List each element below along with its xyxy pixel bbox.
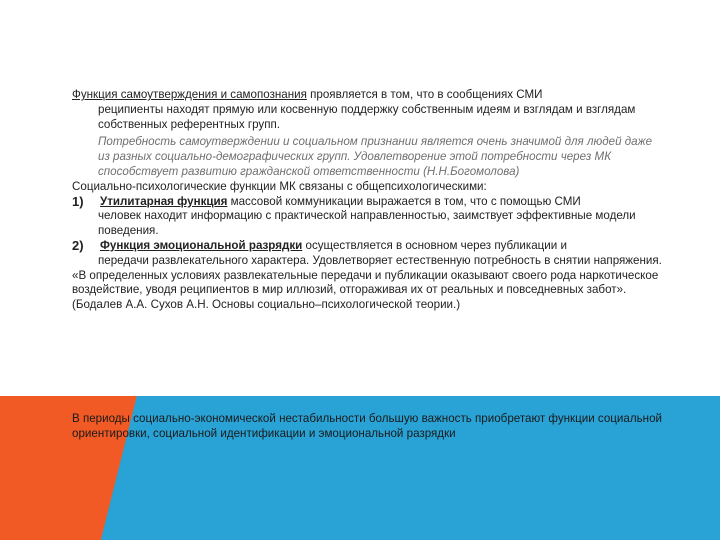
main-text [72, 88, 662, 313]
list-item-utilitarian-cont: человек находит информацию с практической направленностью, заимствует эффективные модели поведения. [98, 209, 636, 238]
term-utilitarian: Утилитарная функция [100, 194, 228, 208]
paragraph-self-affirmation-cont: реципиенты находят прямую или косвенную поддержку собственным идеям и взглядам и взглядам собственных референтных групп. [98, 102, 636, 131]
note-self-affirmation: Потребность самоутверждении и социальном признании является очень значимой для людей даже из разных социально-демографических групп. Удовлетворение этой потребности через МК способствует развитию гражданской ответственности (Н.Н.Богомолова) [98, 135, 653, 178]
list-number: 2) [72, 237, 84, 253]
list-item-emotional-cont: передачи развлекательного характера. Удовлетворяет естественную потребность в снятии напряжения. [98, 253, 662, 267]
intro-text: Социально-психологические функции МК связаны с общепсихологическими: [72, 179, 487, 193]
term-self-affirmation: Функция самоутверждения и самопознания [72, 88, 307, 101]
term-emotional: Функция эмоциональной разрядки [100, 238, 303, 252]
list-item-emotional: 2) Функция эмоциональной разрядки осуществляется в основном через публикации и [72, 237, 567, 253]
paragraph-self-affirmation: Функция самоутверждения и самопознания проявляется в том, что в сообщениях СМИ [72, 88, 543, 101]
bottom-text: В периоды социально-экономической нестабильности большую важность приобретают функции социальной ориентировки, социальной идентификации и эмоциональной разрядки [72, 412, 662, 440]
quote-text: «В определенных условиях развлекательные передачи и публикации оказывают своего рода наркотическое воздействие, уводя реципиентов в мир иллюзий, отгораживая их от реальных и повседневных забот». (Бодалев А.А. Сухов А.Н. Основы социально–психологической теории.) [72, 268, 659, 312]
list-item-utilitarian: 1) Утилитарная функция массовой коммуникации выражается в том, что с помощью СМИ [72, 193, 581, 209]
list-number: 1) [72, 193, 84, 209]
